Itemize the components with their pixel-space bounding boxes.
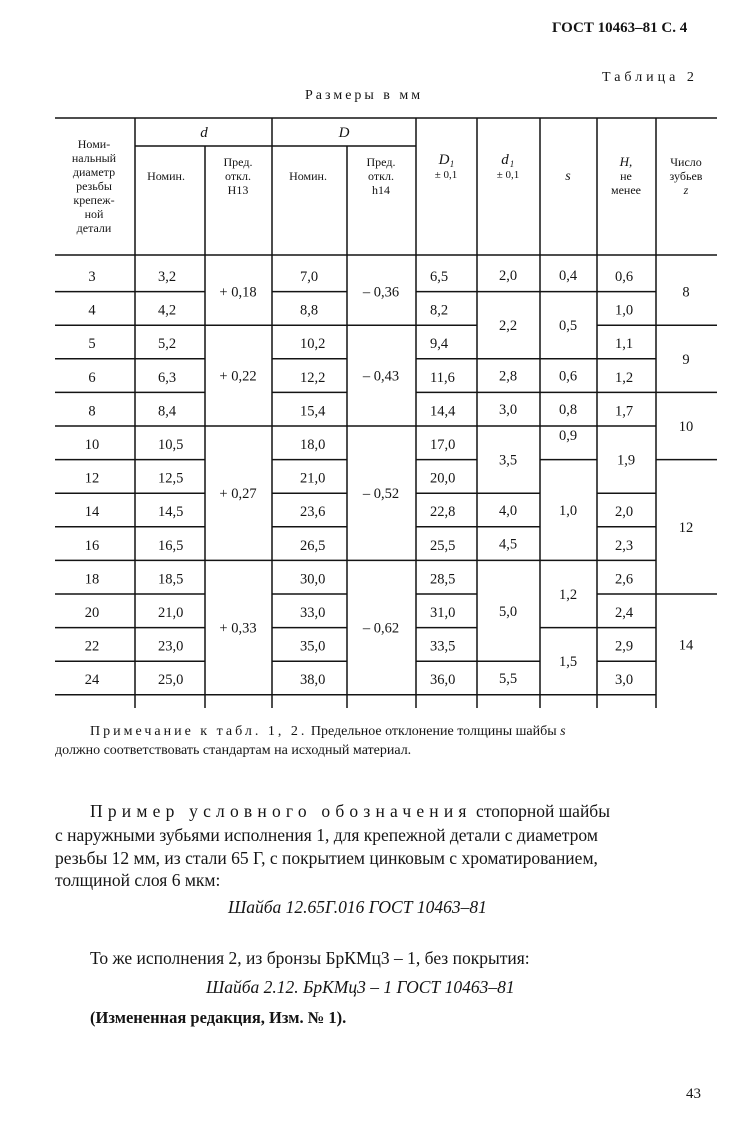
cell-dev-h13: + 0,27 xyxy=(219,486,257,503)
cell-nominal-diameter: 5 xyxy=(88,336,96,353)
cell-d-nomin: 23,0 xyxy=(158,638,184,655)
cell-H: 2,6 xyxy=(615,571,634,588)
cell-s: 1,2 xyxy=(558,587,578,603)
cell-nominal-diameter: 20 xyxy=(84,605,100,621)
hdr-d1-sub: 1 xyxy=(509,159,515,169)
cell-d-nomin: 10,5 xyxy=(158,437,184,453)
cell-d1: 2,0 xyxy=(498,267,518,284)
cell-D-nomin: 38,0 xyxy=(300,672,326,689)
cell-D-nomin: 15,4 xyxy=(300,403,326,420)
cell-H-merged: 1,9 xyxy=(616,452,636,469)
example-line-3: резьбы 12 мм, из стали 65 Г, с покрытием цинковым с хроматированием, xyxy=(55,848,598,868)
hdr-dev-h14-1: Пред. xyxy=(366,155,396,169)
cell-H: 2,9 xyxy=(615,638,634,655)
hdr-D1-sub: 1 xyxy=(449,159,455,169)
designation-1: Шайба 12.65Г.016 ГОСТ 10463–81 xyxy=(228,897,487,917)
hdr-D: D xyxy=(338,125,350,141)
hdr-dev-h13-3: H13 xyxy=(227,183,249,197)
hdr-d1-tol: ± 0,1 xyxy=(496,169,520,181)
cell-D1: 28,5 xyxy=(430,571,456,588)
hdr-nominal-diameter-4: резьбы xyxy=(76,179,112,193)
cell-d-nomin: 12,5 xyxy=(158,470,184,487)
cell-nominal-diameter: 12 xyxy=(84,470,100,487)
hdr-D-nomin: Номин. xyxy=(289,169,327,183)
cell-D-nomin: 23,6 xyxy=(300,504,326,521)
note-lead: Примечание к табл. 1, 2. xyxy=(90,724,308,739)
hdr-H-1: H, xyxy=(619,154,633,169)
hdr-D1: D xyxy=(438,152,450,168)
revision-note: (Измененная редакция, Изм. № 1). xyxy=(90,1008,347,1027)
cell-s: 0,5 xyxy=(558,318,578,335)
note-line-1 xyxy=(90,724,566,740)
cell-D1: 25,5 xyxy=(430,537,456,554)
cell-dev-h14: – 0,36 xyxy=(362,284,400,301)
cell-s: 1,5 xyxy=(558,654,578,671)
example-line-2: с наружными зубьями исполнения 1, для крепежной детали с диаметром xyxy=(55,825,598,845)
cell-z: 12 xyxy=(678,519,694,536)
cell-D1: 31,0 xyxy=(430,605,456,621)
designation-2: Шайба 2.12. БрКМц3 – 1 ГОСТ 10463–81 xyxy=(206,977,515,997)
cell-d-nomin: 18,5 xyxy=(158,571,184,588)
page-number: 43 xyxy=(686,1086,701,1102)
example-line-1-end: стопорной шайбы xyxy=(476,801,610,821)
cell-d-nomin: 25,0 xyxy=(158,672,184,689)
hdr-s: s xyxy=(565,169,571,184)
cell-dev-h14: – 0,43 xyxy=(362,368,400,385)
cell-d1: 5,5 xyxy=(498,671,518,687)
cell-s: 0,4 xyxy=(558,267,578,284)
cell-D1: 20,0 xyxy=(430,470,456,487)
hdr-d: d xyxy=(200,125,208,141)
cell-nominal-diameter: 4 xyxy=(88,302,96,319)
cell-s: 0,9 xyxy=(558,427,578,444)
cell-D-nomin: 10,2 xyxy=(300,336,326,353)
hdr-z-1: Число xyxy=(670,155,702,169)
hdr-dev-h13-1: Пред. xyxy=(223,155,253,169)
cell-z: 8 xyxy=(682,284,690,301)
cell-D1: 14,4 xyxy=(430,403,456,420)
cell-dev-h14: – 0,62 xyxy=(362,620,400,637)
cell-nominal-diameter: 6 xyxy=(88,369,96,386)
cell-D-nomin: 12,2 xyxy=(300,369,326,386)
example-line-4: толщиной слоя 6 мкм: xyxy=(55,870,221,890)
cell-D-nomin: 30,0 xyxy=(300,571,326,588)
example-line-5: То же исполнения 2, из бронзы БрКМц3 – 1, без покрытия: xyxy=(90,948,530,968)
hdr-nominal-diameter-3: диаметр xyxy=(72,165,116,179)
cell-nominal-diameter: 16 xyxy=(84,537,100,554)
cell-s: 0,6 xyxy=(558,368,578,385)
cell-D1: 33,5 xyxy=(430,638,456,655)
cell-d1: 4,0 xyxy=(498,503,518,519)
hdr-nominal-diameter-6: ной xyxy=(84,207,104,221)
cell-d-nomin: 4,2 xyxy=(158,302,177,319)
cell-dev-h13: + 0,22 xyxy=(219,368,257,385)
cell-H: 2,4 xyxy=(615,605,634,621)
hdr-dev-h14-3: h14 xyxy=(372,183,390,197)
cell-d1: 5,0 xyxy=(498,603,518,620)
cell-d1: 2,2 xyxy=(498,318,518,335)
example-line-1 xyxy=(90,800,610,823)
hdr-nominal-diameter-5: крепеж- xyxy=(73,193,115,207)
table-label: Таблица 2 xyxy=(602,70,698,85)
cell-dev-h13: + 0,18 xyxy=(219,284,257,301)
cell-nominal-diameter: 22 xyxy=(84,638,100,655)
cell-d-nomin: 8,4 xyxy=(158,403,177,420)
hdr-dev-h13-2: откл. xyxy=(225,169,251,183)
hdr-d1: d xyxy=(501,152,509,168)
cell-H: 3,0 xyxy=(615,672,634,689)
cell-D1: 11,6 xyxy=(430,369,455,386)
cell-H: 1,2 xyxy=(615,369,634,386)
cell-H: 1,1 xyxy=(615,336,634,353)
cell-dev-h14: – 0,52 xyxy=(362,486,400,503)
cell-D-nomin: 18,0 xyxy=(300,437,326,453)
cell-D1: 36,0 xyxy=(430,672,456,689)
cell-d-nomin: 21,0 xyxy=(158,605,184,621)
cell-nominal-diameter: 3 xyxy=(88,269,96,285)
cell-d-nomin: 16,5 xyxy=(158,537,184,554)
cell-d-nomin: 6,3 xyxy=(158,369,177,386)
cell-D-nomin: 7,0 xyxy=(300,269,319,285)
cell-dev-h13: + 0,33 xyxy=(219,620,257,637)
cell-z: 9 xyxy=(682,351,690,368)
cell-H: 1,7 xyxy=(615,403,634,420)
cell-d1: 4,5 xyxy=(498,536,518,553)
cell-D-nomin: 26,5 xyxy=(300,537,326,554)
cell-d-nomin: 3,2 xyxy=(158,269,177,285)
note-line-2: должно соответствовать стандартам на исходный материал. xyxy=(55,743,412,758)
units-label: Размеры в мм xyxy=(305,88,424,103)
cell-D1: 22,8 xyxy=(430,504,456,521)
cell-D-nomin: 35,0 xyxy=(300,638,326,655)
cell-s: 1,0 xyxy=(558,503,578,519)
example-lead: Пример условного обозначения xyxy=(90,801,472,821)
note-var-s: s xyxy=(560,724,566,739)
note-text-1: Предельное отклонение толщины шайбы xyxy=(310,724,557,739)
cell-nominal-diameter: 10 xyxy=(84,437,100,453)
cell-nominal-diameter: 8 xyxy=(88,403,96,420)
hdr-dev-h14-2: откл. xyxy=(368,169,394,183)
cell-D1: 17,0 xyxy=(430,437,456,453)
hdr-H-2: не xyxy=(620,169,632,183)
cell-d1: 2,8 xyxy=(498,368,518,385)
hdr-nominal-diameter-2: нальный xyxy=(71,151,117,165)
cell-D1: 8,2 xyxy=(430,302,449,319)
cell-nominal-diameter: 14 xyxy=(84,504,100,521)
cell-z: 14 xyxy=(678,637,694,654)
cell-H: 0,6 xyxy=(615,269,634,285)
hdr-z-2: зубьев xyxy=(669,169,703,183)
cell-z: 10 xyxy=(678,419,694,435)
cell-H: 2,0 xyxy=(615,504,634,521)
cell-D-nomin: 33,0 xyxy=(300,605,326,621)
hdr-H-3: менее xyxy=(611,183,641,197)
hdr-d-nomin: Номин. xyxy=(147,169,185,183)
standard-header: ГОСТ 10463–81 С. 4 xyxy=(552,20,688,36)
cell-d-nomin: 5,2 xyxy=(158,336,177,353)
cell-D1: 9,4 xyxy=(430,336,449,353)
hdr-D1-tol: ± 0,1 xyxy=(434,169,458,181)
cell-H: 1,0 xyxy=(615,302,634,319)
cell-nominal-diameter: 24 xyxy=(84,672,100,689)
cell-H: 2,3 xyxy=(615,537,634,554)
cell-d-nomin: 14,5 xyxy=(158,504,184,521)
cell-D-nomin: 21,0 xyxy=(300,470,326,487)
cell-s: 0,8 xyxy=(558,402,578,419)
cell-D1: 6,5 xyxy=(430,269,449,285)
cell-d1: 3,5 xyxy=(498,452,518,469)
cell-d1: 3,0 xyxy=(498,402,518,419)
cell-D-nomin: 8,8 xyxy=(300,302,319,319)
hdr-z-3: z xyxy=(683,183,689,197)
hdr-nominal-diameter-7: детали xyxy=(76,221,112,235)
hdr-nominal-diameter-1: Номи- xyxy=(77,137,111,151)
cell-nominal-diameter: 18 xyxy=(84,571,100,588)
